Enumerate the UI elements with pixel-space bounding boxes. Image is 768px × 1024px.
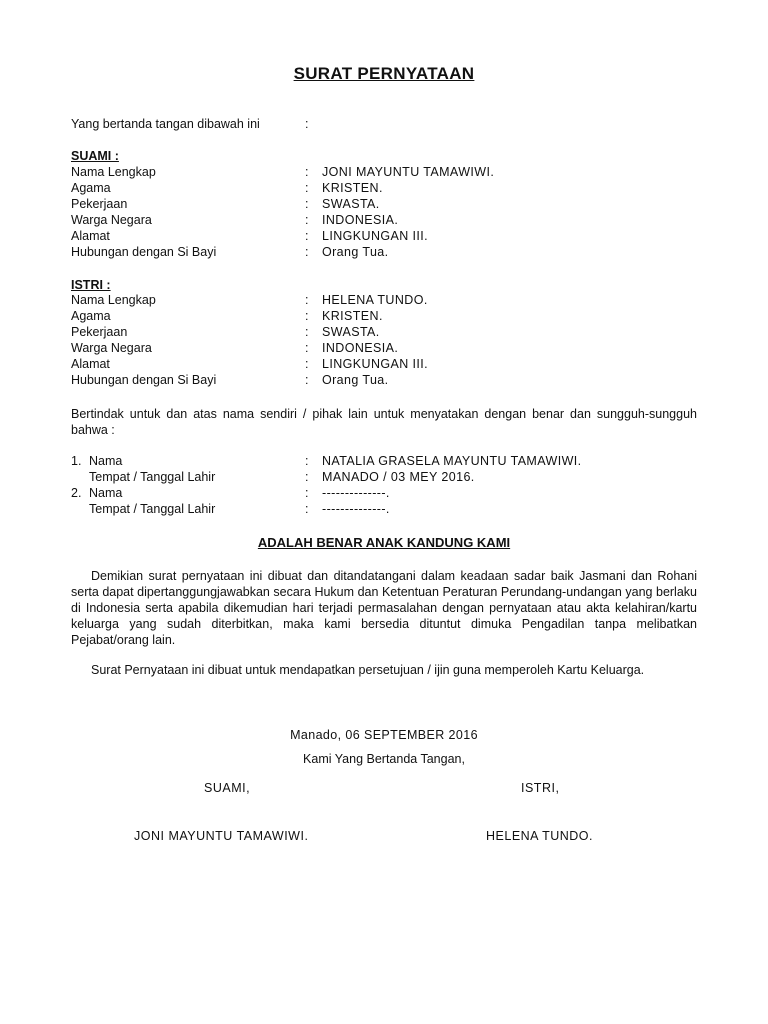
suami-value-hubungan: Orang Tua. [322, 245, 389, 259]
statement-paragraph: Bertindak untuk dan atas nama sendiri / pihak lain untuk menyatakan dengan benar dan sungguh-sungguh bahwa : [71, 407, 697, 437]
intro-label: Yang bertanda tangan dibawah ini [71, 117, 260, 131]
child-name-value: --------------. [322, 486, 390, 500]
istri-value-nama: HELENA TUNDO. [322, 293, 428, 307]
colon: : [305, 165, 309, 179]
colon: : [305, 470, 309, 484]
colon: : [305, 229, 309, 243]
istri-signature-label: ISTRI, [521, 781, 560, 795]
suami-heading: SUAMI : [71, 149, 119, 163]
suami-label-pekerjaan: Pekerjaan [71, 197, 128, 211]
suami-label-agama: Agama [71, 181, 111, 195]
suami-value-nama: JONI MAYUNTU TAMAWIWI. [322, 165, 495, 179]
istri-label-agama: Agama [71, 309, 111, 323]
suami-value-agama: KRISTEN. [322, 181, 383, 195]
istri-label-warga: Warga Negara [71, 341, 152, 355]
intro-colon: : [305, 117, 309, 131]
child-birth-label: Tempat / Tanggal Lahir [89, 470, 216, 484]
suami-label-alamat: Alamat [71, 229, 110, 243]
suami-label-warga: Warga Negara [71, 213, 152, 227]
istri-label-nama: Nama Lengkap [71, 293, 156, 307]
istri-value-pekerjaan: SWASTA. [322, 325, 380, 339]
colon: : [305, 197, 309, 211]
colon: : [305, 357, 309, 371]
document-title: SURAT PERNYATAAN [293, 64, 475, 83]
place-date: Manado, 06 SEPTEMBER 2016 [290, 728, 478, 742]
istri-signature-name: HELENA TUNDO. [486, 829, 593, 843]
child-number: 2. [71, 486, 82, 500]
colon: : [305, 341, 309, 355]
colon: : [305, 245, 309, 259]
colon: : [305, 309, 309, 323]
colon: : [305, 454, 309, 468]
child-name-label: Nama [89, 454, 123, 468]
colon: : [305, 293, 309, 307]
suami-signature-label: SUAMI, [204, 781, 251, 795]
istri-label-hubungan: Hubungan dengan Si Bayi [71, 373, 217, 387]
istri-heading: ISTRI : [71, 278, 111, 292]
colon: : [305, 502, 309, 516]
child-name-label: Nama [89, 486, 123, 500]
purpose-paragraph: Surat Pernyataan ini dibuat untuk mendapatkan persetujuan / ijin guna memperoleh Kartu Keluarga. [91, 663, 645, 677]
declaration-subtitle: ADALAH BENAR ANAK KANDUNG KAMI [257, 535, 511, 550]
istri-label-alamat: Alamat [71, 357, 110, 371]
child-birth-value: MANADO / 03 MEY 2016. [322, 470, 475, 484]
colon: : [305, 213, 309, 227]
suami-value-warga: INDONESIA. [322, 213, 399, 227]
child-number: 1. [71, 454, 82, 468]
colon: : [305, 486, 309, 500]
child-birth-label: Tempat / Tanggal Lahir [89, 502, 216, 516]
colon: : [305, 373, 309, 387]
istri-value-alamat: LINGKUNGAN III. [322, 357, 429, 371]
signers-heading: Kami Yang Bertanda Tangan, [303, 752, 465, 766]
istri-label-pekerjaan: Pekerjaan [71, 325, 128, 339]
child-birth-value: --------------. [322, 502, 390, 516]
istri-value-agama: KRISTEN. [322, 309, 383, 323]
suami-label-hubungan: Hubungan dengan Si Bayi [71, 245, 217, 259]
colon: : [305, 325, 309, 339]
suami-label-nama: Nama Lengkap [71, 165, 156, 179]
suami-value-alamat: LINGKUNGAN III. [322, 229, 429, 243]
suami-signature-name: JONI MAYUNTU TAMAWIWI. [134, 829, 309, 843]
suami-value-pekerjaan: SWASTA. [322, 197, 380, 211]
colon: : [305, 181, 309, 195]
istri-value-hubungan: Orang Tua. [322, 373, 389, 387]
child-name-value: NATALIA GRASELA MAYUNTU TAMAWIWI. [322, 454, 582, 468]
istri-value-warga: INDONESIA. [322, 341, 399, 355]
closing-paragraph: Demikian surat pernyataan ini dibuat dan ditandatangani dalam keadaan sadar baik Jasmani dan Rohani serta dapat dipertanggungjawabkan secara Hukum dan Ketentuan Peraturan Perundang-undangan yang berlaku di Indonesia serta apabila dikemudian hari terjadi permasalahan dengan pernyataan atau akta kelahiran/kartu keluarga yang sudah diterbitkan, maka kami bersedia dituntut dimuka Pengadilan tanpa melibatkan Pejabat/orang lain. [71, 569, 697, 647]
